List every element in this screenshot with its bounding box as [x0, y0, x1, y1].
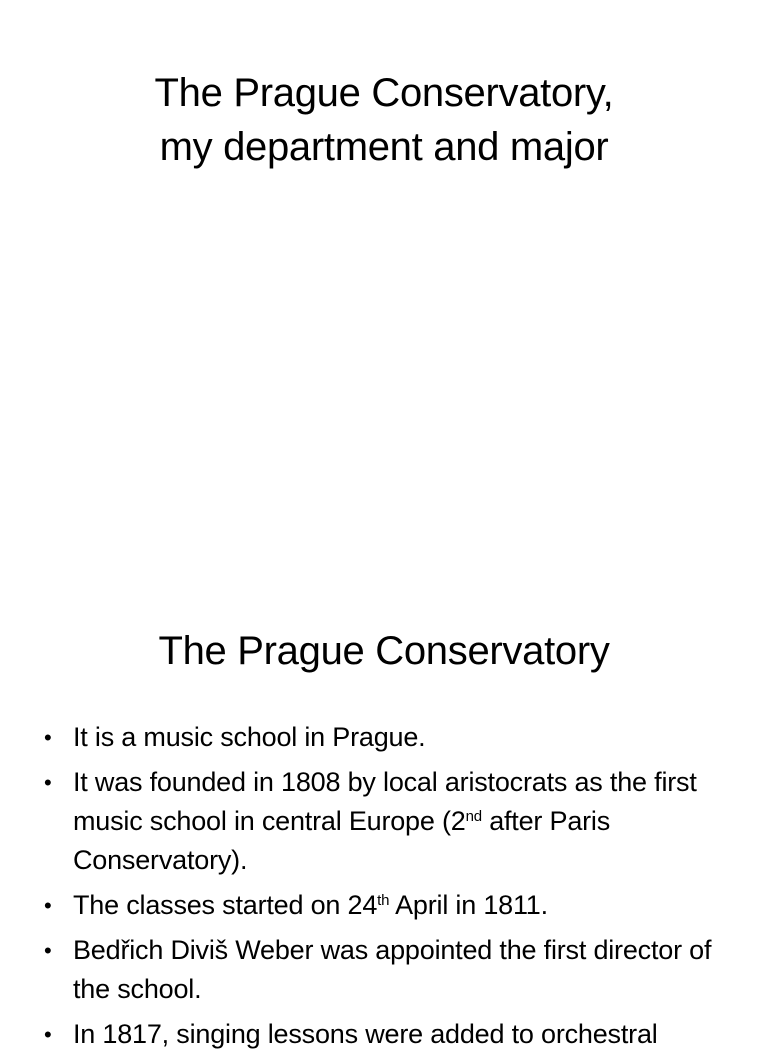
bullet-list: [44, 718, 744, 1060]
bullet-item: [44, 763, 744, 880]
bullet-icon: •: [44, 938, 52, 963]
bullet-text: Bedřich Diviš Weber was appointed the first director of the school.: [73, 935, 712, 1004]
bullet-text: It was founded in 1808 by local aristocrats as the first music school in central Europe (2: [73, 767, 697, 836]
slide-title-heading: [0, 66, 768, 174]
ordinal-suffix: nd: [465, 808, 482, 825]
bullet-icon: •: [44, 1022, 52, 1047]
bullet-icon: •: [44, 893, 52, 918]
bullet-text: The classes started on 24: [73, 890, 378, 920]
bullet-item: [44, 718, 744, 757]
bullet-item: [44, 1015, 744, 1054]
bullet-item: [44, 886, 744, 925]
bullet-item: [44, 931, 744, 1009]
ordinal-suffix: th: [377, 892, 390, 909]
title-line-1: The Prague Conservatory,: [154, 71, 614, 115]
bullet-text: April in 1811.: [389, 890, 548, 920]
slide-content: [0, 576, 768, 1049]
bullet-icon: •: [44, 725, 52, 750]
slide-content-heading: The Prague Conservatory: [158, 629, 610, 673]
bullet-text: In 1817, singing lessons were added to orchestral: [73, 1019, 658, 1049]
bullet-text: It is a music school in Prague.: [73, 722, 426, 752]
title-line-2: my department and major: [159, 125, 609, 169]
bullet-icon: •: [44, 770, 52, 795]
bullet-text: after Paris Conservatory).: [73, 806, 611, 875]
